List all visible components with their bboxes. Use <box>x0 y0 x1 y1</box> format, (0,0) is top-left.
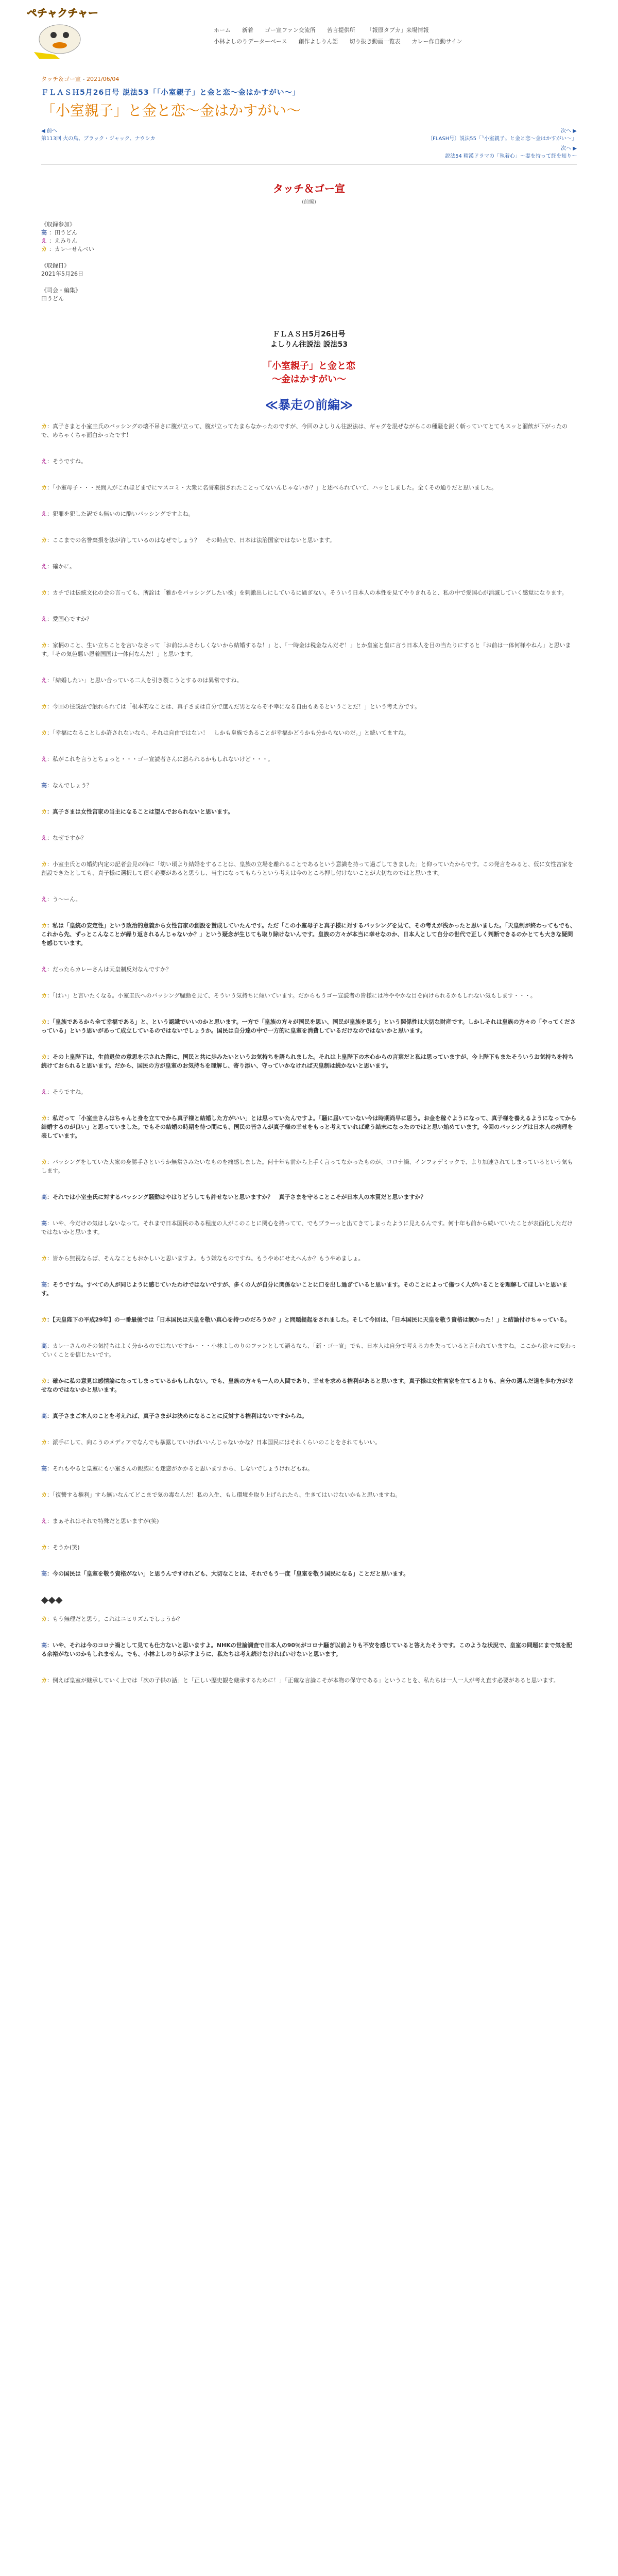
dialog-text: ：なんでしょう？ <box>47 782 92 789</box>
speaker-label: カ <box>41 589 47 596</box>
next2-link-title[interactable]: 説法54 精漢ドラマの「執着心」～妻を持って終を知り～ <box>445 154 577 159</box>
dialog-text: ：小室圭氏との婚約内定の記者会見の時に「幼い頃より結婚をすることは、皇族の立場を離れることであるという意識を持って過ごしてきました」と仰っていたからです。この発言をみると、仮に女性宮家を創設できたとしても、真子様に選択して頂く必要があると思うし、当主になってもらうという考えは今のところ押し付けないことが大切なのではと思います。 <box>41 861 574 876</box>
dialog-text: ：私は「皇統の安定性」という政治的意義から女性宮家の創設を賛成していたんです。ただ「この小室母子と真子様に対するバッシングを見て、その考えが浅かったと思いました。「天皇制が終わってもでも、これから先、ずっとこんなことが繰り返されるんじゃないか？」という疑念が生じても取り除けないんです。皇族の方々が本当に幸せなのか、日本人として自分の世代で正しく判断できるのかとても大きな疑問を感じています。 <box>41 922 576 946</box>
dialog-line <box>41 588 577 597</box>
dialog-line <box>41 702 577 711</box>
speaker-label: 高 <box>41 1194 47 1200</box>
speaker-label: 高 <box>41 782 47 789</box>
section-title: タッチ＆ゴー宣 <box>273 182 345 195</box>
dialog-line <box>41 991 577 1000</box>
dialog-text: ：それでは小室圭氏に対するバッシング騒動はやはりどうしても許せないと思いますか？ 真子さまを守ることこそが日本人の本質だと思いますか？ <box>47 1194 426 1200</box>
dialog-line <box>41 1569 577 1578</box>
dialog-line <box>41 1315 577 1324</box>
dialog-line <box>41 510 577 518</box>
dialog-line <box>41 1464 577 1473</box>
dialog-line <box>41 728 577 737</box>
dialog-line <box>41 1114 577 1140</box>
speaker-label: カ <box>41 642 47 649</box>
nav-item-row1-1[interactable]: 新着 <box>242 27 253 33</box>
dialog-line <box>41 1676 577 1685</box>
dialog-line <box>41 1615 577 1623</box>
speaker-label: カ <box>41 1544 47 1551</box>
nav-item-row1-0[interactable]: ホーム <box>214 27 231 33</box>
dialog-line <box>41 755 577 764</box>
dialog-text: ：それもやると皇室にも小室さんの親族にも迷惑がかかると思いますから、しないでしょうけれどもね。 <box>47 1465 313 1472</box>
dialog-text: ：確かに。 <box>47 563 75 570</box>
nav-item-row2-0[interactable]: 小林よしのりデーターベース <box>214 38 287 45</box>
dialog-text: ：「皇族であるから全て幸福である」と、という認識でいいのかと思います。一方で「皇族の方々が国民を思い、国民が皇族を思う」という関係性は大切な財産です。しかしそれは皇族の方々の「やってくださっている」という思いがあって成立しているのではないでしょうか。国民は自分達の中で一方的に皇室を消費しているだけなのではないかと思います。 <box>41 1019 576 1034</box>
speaker-label: 高 <box>41 1343 47 1349</box>
nav-item-row1-3[interactable]: 苦言提供所 <box>327 27 355 33</box>
dialog-line <box>41 641 577 658</box>
dialog-line <box>41 1438 577 1447</box>
speaker-label: カ <box>41 1492 47 1498</box>
dialog-text: ：「幸福になることしか許されないなら、それは自由ではない！ しかも皇族であることが幸福かどうかも分からないのだ。」と続いてますね。 <box>47 730 409 736</box>
nav-item-row2-2[interactable]: 切り抜き動画一覧表 <box>349 38 401 45</box>
divider <box>41 164 577 165</box>
speaker-label: カ <box>41 1616 47 1622</box>
site-header <box>0 0 618 62</box>
dialog-line <box>41 676 577 685</box>
dialog-line <box>41 422 577 439</box>
meta-participant: え ：えみりん <box>41 238 77 244</box>
dialog-text: ：その上皇陛下は、生前退位の意思を示された際に、国民と共に歩みたいというお気持ちを語られました。それは上皇陛下の本心からの言葉だと私は思っていますが、今上陛下もまたそういうお気持ちを持ち続けておられると思います。だから、国民の方が皇室のお気持ちを理解し、寄り添い、守っていかなければ天皇制は続かないと思います。 <box>41 1054 574 1069</box>
dialog-line <box>41 615 577 623</box>
dialog-line <box>41 1254 577 1263</box>
speaker-label: え <box>41 1518 47 1524</box>
dialog-line <box>41 1377 577 1394</box>
dialog-line <box>41 1342 577 1359</box>
speaker-label: カ <box>41 703 47 710</box>
dialog-text: ：カレーさんのその気持ちはよく分かるのではないですか・・・小林よしのりのファンとして語るなら、「新・ゴー宣」でも、日本人は自分で考える力を失っていると言われていますね。ここから徐々に変わっていくことを信じたいです。 <box>41 1343 577 1358</box>
dialog-text: ：私がこれを言うとちょっと・・・ゴー宣読者さんに怒られるかもしれないけど・・・。 <box>47 756 273 762</box>
breadcrumb-date: 2021/06/04 <box>86 76 119 82</box>
speaker-label: カ <box>41 1054 47 1060</box>
dialog-text: ：カチでは伝統文化の会の言っても、所詮は「雅かをバッシングしたい欲」を刺激出しにしているに過ぎない。そういう日本人の本性を見てやりきれると、私の中で愛国心が消滅していく感覚になります。 <box>47 589 568 596</box>
dialog-line <box>41 781 577 790</box>
speaker-label: 高 <box>41 1281 47 1288</box>
next2-nav <box>41 144 577 159</box>
speaker-label: 高 <box>41 1465 47 1472</box>
dialog-line <box>41 1543 577 1552</box>
dialog-line <box>41 1412 577 1420</box>
speaker-label: 高 <box>41 1642 47 1649</box>
speaker-label: カ <box>41 1255 47 1262</box>
dialog-line <box>41 1517 577 1526</box>
meta-date-label: 《収録日》 <box>41 262 70 269</box>
speaker-label: 高 <box>41 1570 47 1577</box>
next-link-label[interactable]: 次へ ▶ <box>561 128 577 134</box>
dialog-line <box>41 457 577 466</box>
dialog-line <box>41 965 577 974</box>
dialog-text: ：犯罪を犯した訳でも無いのに酷いバッシングですよね。 <box>47 511 194 517</box>
dialog-body <box>41 422 577 1685</box>
article-kicker: ＦＬＡＳＨ5月26日号 説法53「「小室親子」と金と恋～金はかすがい～」 <box>41 89 300 97</box>
speaker-label: え <box>41 756 47 762</box>
dialog-text: ：なぜですか？ <box>47 835 87 841</box>
dialog-text: ：いや、今だけの気はしないなって。それまで日本国民のある程度の人がこのことに関心を持ってて、でもブラーっと出てきてしまったように見えるんです。何十年も前から続いていたことが表面化しただけではないかと思います。 <box>41 1220 573 1235</box>
meta-participants-label: 《収録参加》 <box>41 221 75 228</box>
dialog-line <box>41 1088 577 1096</box>
prev-next-nav <box>41 126 577 142</box>
next2-link-label[interactable]: 次へ ▶ <box>561 146 577 151</box>
speaker-label: カ <box>41 1677 47 1684</box>
nav-row-2 <box>214 37 610 48</box>
center-part: ≪暴走の前編≫ <box>265 398 353 412</box>
dialog-line <box>41 1193 577 1201</box>
center-title-sub: ～金はかすがい～ <box>272 374 346 385</box>
dialog-line <box>41 483 577 492</box>
speaker-label: カ <box>41 922 47 929</box>
dialog-line <box>41 1018 577 1035</box>
speaker-label: カ <box>41 1159 47 1165</box>
dialog-text: ：そうですね。 <box>47 458 87 465</box>
section-subtitle: (前編) <box>302 199 316 205</box>
dialog-text: ：う～ーん。 <box>47 896 81 903</box>
speaker-label: え <box>41 1089 47 1095</box>
dialog-line <box>41 1053 577 1070</box>
dialog-text: ：派手にして、向こうのメディアでなんでも暴露していけばいいんじゃないかな？日本国民にはそれくらいのことをされてもいい。 <box>47 1439 381 1446</box>
speaker-label: カ <box>41 1439 47 1446</box>
speaker-label: 高 <box>41 1413 47 1419</box>
dialog-text: ：いや、それは今のコロナ禍として見ても仕方ないと思いますよ。NHKの世論調査で日本人の90％がコロナ騒ぎ以前よりも不安を感じていると答えたそうです。このような状況で、皇室の問題にまで気を配る余裕がないのかもしれません。でも、小林よしのりが示すように、私たちは考え続けなければいけないと思います。 <box>41 1642 572 1657</box>
meta-editor-label: 《司会・編集》 <box>41 287 81 294</box>
prev-link-label[interactable]: ◀ 前へ <box>41 128 57 134</box>
speaker-label: カ <box>41 861 47 868</box>
dialog-text: ：今の国民は「皇室を敬う資格がない」と思うんですけれども、大切なことは、それでもう一度「皇室を敬う国民になる」ことだと思います。 <box>47 1570 409 1577</box>
dialog-text: ：愛国心ですか？ <box>47 616 92 622</box>
speaker-label: カ <box>41 484 47 491</box>
dialog-text: ：真子さまは女性宮家の当主になることは望んでおられないと思います。 <box>47 808 234 815</box>
dialog-line <box>41 1280 577 1298</box>
dialog-text: ：バッシングをしていた大衆の身勝手さというか無常さみたいなものを痛感しました。何十年も前から上手く言ってなかったものが、コロナ禍、インフォデミックで、より加速されてしまっているという気もします。 <box>41 1159 573 1174</box>
speaker-label: え <box>41 511 47 517</box>
dialog-text: ：真子さまと小室圭氏のバッシングの壊不吊さに腹が立って、腹が立ってたまらなかったのですが、今回のよしりん往説法は、ギャグを混ぜながらこの種騒を鋭く斬っていてとてもスッと溜飲が下がったので、めちゃくちゃ面白かったです！ <box>41 423 568 438</box>
meta-editor: 田うどん <box>41 295 64 302</box>
speaker-label: カ <box>41 1378 47 1384</box>
meta-participant: カ ：カレーせんべい <box>41 246 94 252</box>
dialog-line <box>41 860 577 877</box>
dialog-text: ：真子さまご本人のことを考えれば、真子さまがお決めになることに反対する権利はないですからね。 <box>47 1413 307 1419</box>
breadcrumb-link[interactable]: タッチ＆ゴー宣 <box>41 76 81 82</box>
meta-date: 2021年5月26日 <box>41 270 83 277</box>
dialog-text: ：【天皇陛下の平成29年】の一番最後では「日本国民は天皇を敬い真心を持つのだろうか？」と問題提起をされました。そして今回は、「日本国民に天皇を敬う資格は無かった！」と結論付けちゃっている。 <box>47 1316 571 1323</box>
center-title-block <box>41 329 577 413</box>
prev-link-title[interactable]: 第113回 火の鳥、ブラック・ジャック、ナウシカ <box>41 136 156 142</box>
nav-item-row1-2[interactable]: ゴー宣ファン交流所 <box>265 27 316 33</box>
center-title-main: 「小室親子」と金と恋 <box>263 361 355 371</box>
speaker-label: え <box>41 835 47 841</box>
dialog-line <box>41 1641 577 1658</box>
speaker-label: え <box>41 966 47 973</box>
dialog-line <box>41 536 577 545</box>
dialog-text: ：確かに私の意見は感情論になってしまっているかもしれない。でも、皇族の方々も一人の人間であり、幸せを求める権利があると思います。真子様は女性宮家を立てるよりも、自分の選んだ道を歩む方が幸せなのではないかと思います。 <box>41 1378 574 1393</box>
nav-item-row1-4[interactable]: 「報原タブカ」来場情報 <box>366 27 429 33</box>
center-series: よしりん往説法 説法53 <box>270 341 348 349</box>
dialog-text: ：皆から無視ならば、そんなこともおかしいと思いますよ。もう嫌なものですね。もうやめにせえへんか？もうやめましょ。 <box>47 1255 364 1262</box>
speaker-label: カ <box>41 808 47 815</box>
dialog-line <box>41 1219 577 1236</box>
center-issue: ＦＬＡＳＨ5月26日号 <box>272 330 346 338</box>
dialog-text: ：私だって「小室圭さんはちゃんと身を立てでから真子様と結婚した方がいい」とは思っていたんですよ。「騒に届いていない今は時期尚早に思う。お金を稼ぐようになって、真子様を養えるようになってから結婚するのが良い」と思っていました。でもその結婚の時期を待つ間にも、国民の皆さんが真子様の幸せをもっと考えていれば違う結末になったのではと思い始めています。今回のバッシングは日本人の病理を表しています。 <box>41 1115 577 1139</box>
speaker-label: カ <box>41 1019 47 1025</box>
speaker-label: え <box>41 896 47 903</box>
meta-participant: 高 ：田うどん <box>41 229 77 236</box>
next-link-title[interactable]: 〔FLASH号〕説法55「〝小室親子〟と金と恋～金はかすがい～」 <box>427 136 577 142</box>
speaker-label: カ <box>41 1115 47 1122</box>
dialog-text: ：「小室母子・・・民間人がこれほどまでにマスコミ・大衆に名誉棄損されたことってないんじゃないか？」と述べられていて、ハッとしました。全くその通りだと思いました。 <box>47 484 497 491</box>
dialog-line <box>41 1490 577 1499</box>
dialog-text: ：家柄のこと、生い立ちことを言いなさって「お前はふさわしくないから結婚するな！」と、「一時金は税金なんだぞ！」とか皇室と皇に言う日本人を目の当たりにすると「お前は一体何様やねん」と思います。「その気色悪い恩着国国は一体何なんだ！」と思います。 <box>41 642 571 657</box>
dialog-text: ：「結婚したい」と思い合っている二人を引き裂こうとするのは異常ですね。 <box>47 677 243 684</box>
section-divider-diamonds: ◆◆◆ <box>41 1595 63 1605</box>
dialog-text: ：だったらカレーさんは天皇制反対なんですか？ <box>47 966 171 973</box>
speaker-label: え <box>41 458 47 465</box>
dialog-text: ：今回の往説法で触れられては「根本的なことは、真子さまは自分で選んだ男とならぞ不幸になる自由もあるということだ！」という考え方です。 <box>47 703 421 710</box>
dialog-line <box>41 834 577 842</box>
dialog-text: ：例えば皇室が継承していく上では「次の子供の話」と「正しい歴史観を継承するために！」「正確な言論こそが本物の保守である」ということを、私たちは一人一人が考え直す必要があると思います。 <box>47 1677 559 1684</box>
speaker-label: カ <box>41 992 47 999</box>
speaker-label: 高 <box>41 1220 47 1227</box>
dialog-text: ：そうか(笑) <box>47 1544 80 1551</box>
dialog-text: ：まぁそれはそれで特殊だと思いますが(笑) <box>47 1518 159 1524</box>
nav-row-1 <box>214 26 610 37</box>
meta-block <box>41 221 577 303</box>
speaker-label: え <box>41 677 47 684</box>
nav-item-row2-1[interactable]: 創作よしりん語 <box>298 38 338 45</box>
speaker-label: え <box>41 563 47 570</box>
dialog-line <box>41 921 577 947</box>
article-content <box>41 75 577 1702</box>
speaker-label: カ <box>41 537 47 544</box>
speaker-label: カ <box>41 423 47 430</box>
dialog-line <box>41 807 577 816</box>
breadcrumb: タッチ＆ゴー宣 - 2021/06/04 <box>41 76 119 82</box>
speaker-label: え <box>41 616 47 622</box>
article-headline: 「小室親子」と金と恋～金はかすがい～ <box>41 102 301 119</box>
dialog-text: ：「復讐する権利」すら無いなんてどこまで気の毒なんだ！私の入生、もし環境を取り上げられたら、生きてはいけないかもと思いますね。 <box>47 1492 401 1498</box>
dialog-text: ：もう無理だと思う。これはニヒリズムでしょうか？ <box>47 1616 183 1622</box>
speaker-label: カ <box>41 1316 47 1323</box>
nav-item-row2-3[interactable]: カレー作自動サイン <box>411 38 462 45</box>
dialog-text: ：そうですね。すべての人が同じように感じていたわけではないですが、多くの人が自分に関係ないことに口を出し過ぎていると思います。そのことによって傷つく人がいることを理解してほしいと思います。 <box>41 1281 568 1297</box>
logo-text: ペチャクチャー <box>27 7 98 19</box>
main-nav <box>214 26 610 48</box>
dialog-text: ：そうですね。 <box>47 1089 87 1095</box>
dialog-text: ：ここまでの名誉棄損を法が許しているのはなぜでしょう？ その時点で、日本は法治国家ではないと思います。 <box>47 537 335 544</box>
dialog-line <box>41 1158 577 1175</box>
speaker-label: カ <box>41 730 47 736</box>
site-logo[interactable] <box>24 3 116 60</box>
dialog-text: ：「はい」と言いたくなる。小室圭氏へのバッシング騒動を見て、そういう気持ちに傾いています。だからもうゴー宣読者の皆様には冷ややかな目を向けられるかもしれない気もします・・・。 <box>47 992 536 999</box>
dialog-line <box>41 562 577 571</box>
dialog-line <box>41 895 577 904</box>
